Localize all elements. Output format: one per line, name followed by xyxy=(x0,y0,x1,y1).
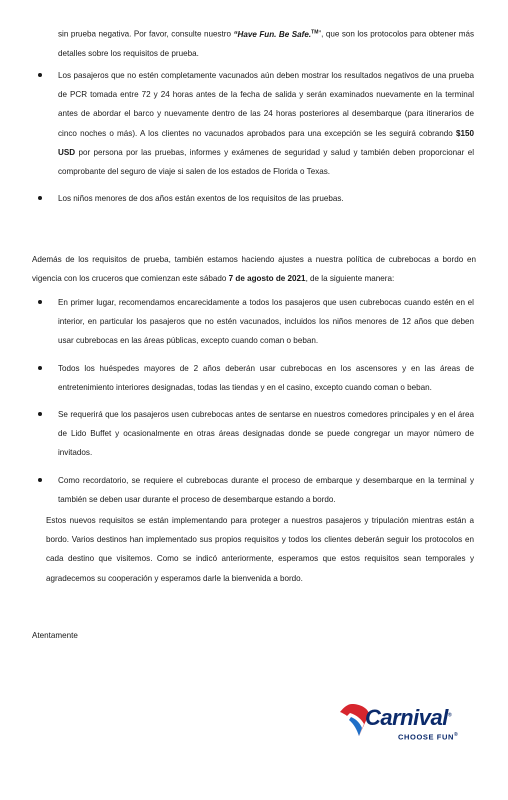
bullet-icon xyxy=(38,300,42,304)
mask-policy-intro xyxy=(32,250,476,288)
list-item xyxy=(58,189,474,208)
bullet-icon xyxy=(38,412,42,416)
list-item xyxy=(58,293,474,351)
testing-requirements-list xyxy=(58,66,474,216)
carnival-logo xyxy=(338,700,488,750)
list-item-text xyxy=(58,189,474,208)
text-run: Los niños menores de dos años están exentos de los requisitos de las pruebas. xyxy=(58,194,344,204)
list-item-text: En primer lugar, recomendamos encarecidamente a todos los pasajeros que usen cubrebocas cuando estén en el interior, en particular los pasajeros que no estén vacunados, incluidos los niños menores de 12 años que deben usar cubrebocas en las áreas públicas, excepto cuando coman o beban. xyxy=(58,298,474,346)
logo-tagline xyxy=(398,732,458,742)
slogan-text xyxy=(233,30,318,39)
mask-policy-list xyxy=(58,293,474,517)
signoff-text: Atentamente xyxy=(32,631,78,640)
text-run: ”, que son los protocolos para obtener más detalles sobre los requisitos de prueba. xyxy=(58,29,475,58)
bullet-icon xyxy=(38,196,42,200)
text-run: Además de los requisitos de prueba, también estamos haciendo ajustes a nuestra política de cubrebocas a bordo en vigencia con los cruceros que comienzan este sábado xyxy=(32,255,476,284)
text-run: Los pasajeros que no estén completamente vacunados aún deben mostrar los resultados negativos de una prueba de PCR tomada entre 72 y 24 horas antes de la fecha de salida y serán examinados nuevamente en la terminal antes de abordar el barco y nuevamente dentro de las 24 horas posteriores al desembarque (para itinerarios de cinco noches o más). A los clientes no vacunados aprobados para una excepción se les seguirá cobrando xyxy=(58,71,474,138)
list-item xyxy=(58,66,474,181)
logo-wordmark xyxy=(365,705,451,731)
closing-paragraph: Estos nuevos requisitos se están implementando para proteger a nuestros pasajeros y tripulación mientras están a bordo. Varios destinos han implementado sus propios requisitos y todos los clientes deberán seguir los protocolos en cada destino que visitemos. Como se indicó anteriormente, esperamos que estos requisitos sean temporales y agradecemos su cooperación y esperamos darle la bienvenida a bordo. xyxy=(46,516,474,583)
list-item-text xyxy=(58,66,474,181)
list-item xyxy=(58,405,474,463)
list-item xyxy=(58,471,474,509)
date-text: 7 de agosto de 2021 xyxy=(228,274,306,284)
price-text: $150 USD xyxy=(58,128,474,157)
bullet-icon xyxy=(38,366,42,370)
continuation-paragraph xyxy=(58,23,474,63)
registered-mark: ® xyxy=(454,732,459,738)
list-item xyxy=(58,359,474,397)
list-item-text: Se requerirá que los pasajeros usen cubrebocas antes de sentarse en nuestros comedores principales y en el área de Lido Buffet y ocasionalmente en otras áreas designadas donde se puede congregar un mayor número de invitados. xyxy=(58,410,474,458)
text-run: , de la siguiente manera: xyxy=(305,274,395,284)
list-item-text: Todos los huéspedes mayores de 2 años deberán usar cubrebocas en los ascensores y en las áreas de entretenimiento interiores designadas, todas las tiendas y en el casino, excepto cuando coman o beban. xyxy=(58,363,474,392)
bullet-icon xyxy=(38,73,42,77)
list-item-text: Como recordatorio, se requiere el cubrebocas durante el proceso de embarque y desembarque en la terminal y también se deben usar durante el proceso de desembarque estando a bordo. xyxy=(58,475,474,504)
slogan-main: “Have Fun. Be Safe. xyxy=(233,29,312,39)
text-run: por persona por las pruebas, informes y exámenes de seguridad y salud y también deben proporcionar el comprobante del seguro de viaje si salen de los estados de Florida o Texas. xyxy=(58,147,474,177)
trademark-mark: TM xyxy=(311,29,319,35)
text-run: sin prueba negativa. Por favor, consulte nuestro xyxy=(58,29,234,39)
registered-mark: ® xyxy=(447,712,452,719)
bullet-icon xyxy=(38,478,42,482)
logo-word-text: Carnival xyxy=(365,705,448,730)
tagline-text: CHOOSE FUN xyxy=(398,732,455,742)
